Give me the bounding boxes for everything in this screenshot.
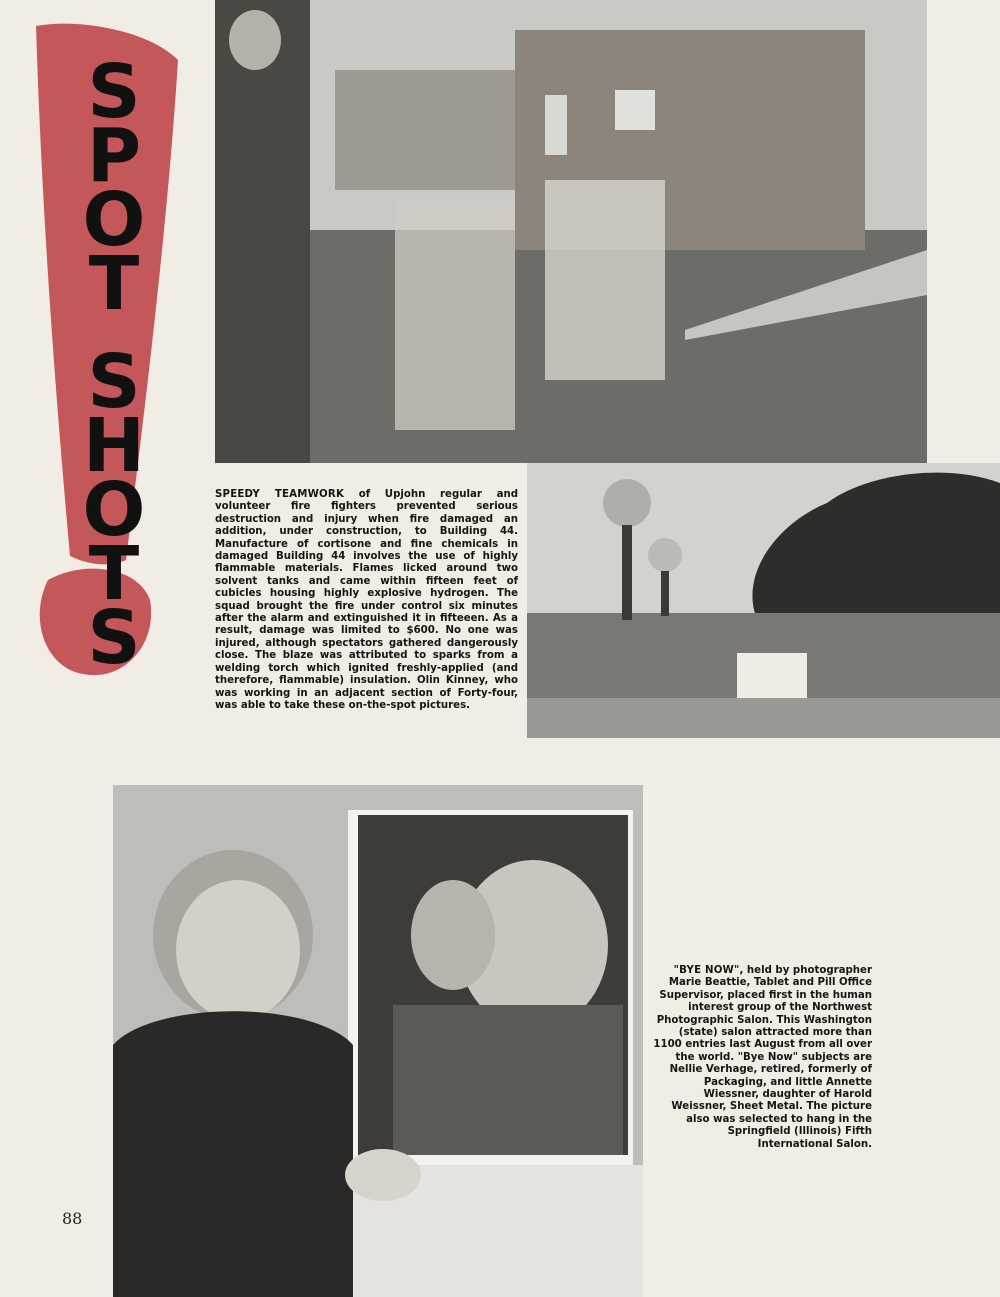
- bye-now-photo: [113, 785, 643, 1297]
- title-word-shots: [68, 339, 158, 681]
- fire-caption-body: of Upjohn regular and volunteer fire fighters prevented serious destruction and injury when fire damaged an addition, under construction, to Building 44. Manufacture of cortisone and fine chemicals in damaged Building 44 involves the use of highly flammable materials. Flames licked around two solvent tanks and came within fifteen feet of cubicles housing highly explosive hydrogen. The squad brought the fire under control six minutes after the alarm and extinguished it in fifteeen. As a result, damage was limited to $600. No one was injured, although spectators gathered dangerously close. The blaze was attributed to sparks from a welding torch which ignited freshly-applied (and therefore, flammable) insulation. Olin Kinney, who was working in an adjacent section of Forty-four, was able to take these on-the-spot pictures.: [215, 489, 518, 711]
- spot-shots-title: [28, 20, 188, 690]
- title-letter: S: [87, 595, 139, 681]
- bye-now-caption: [652, 965, 872, 1151]
- title-letter: T: [88, 241, 138, 327]
- title-letter: O: [82, 177, 144, 263]
- title-word-spot: [68, 49, 158, 327]
- title-letter: S: [87, 49, 139, 135]
- fire-smoke-photo: [527, 463, 1000, 738]
- title-letter: H: [83, 403, 143, 489]
- fire-caption: [215, 489, 518, 712]
- title-letter: S: [87, 339, 139, 425]
- title-letter: O: [82, 467, 144, 553]
- bye-now-caption-lead: "BYE NOW": [673, 965, 740, 976]
- fire-crew-photo: [215, 0, 927, 463]
- fire-caption-lead: SPEEDY TEAMWORK: [215, 489, 345, 500]
- title-letter: T: [88, 531, 138, 617]
- title-letter: P: [86, 113, 140, 199]
- page-number: 88: [62, 1209, 83, 1228]
- bye-now-caption-body: , held by photographer Marie Beattie, Tablet and Pill Office Supervisor, placed first in the human interest group of the Northwest Photographic Salon. This Washington (state) salon attracted more than 1100 entries last August from all over the world. "Bye Now" subjects are Nellie Verhage, retired, formerly of Packaging, and little Annette Wiessner, daughter of Harold Weissner, Sheet Metal. The picture also was selected to hang in the Springfield (Illinois) Fifth International Salon.: [653, 965, 872, 1150]
